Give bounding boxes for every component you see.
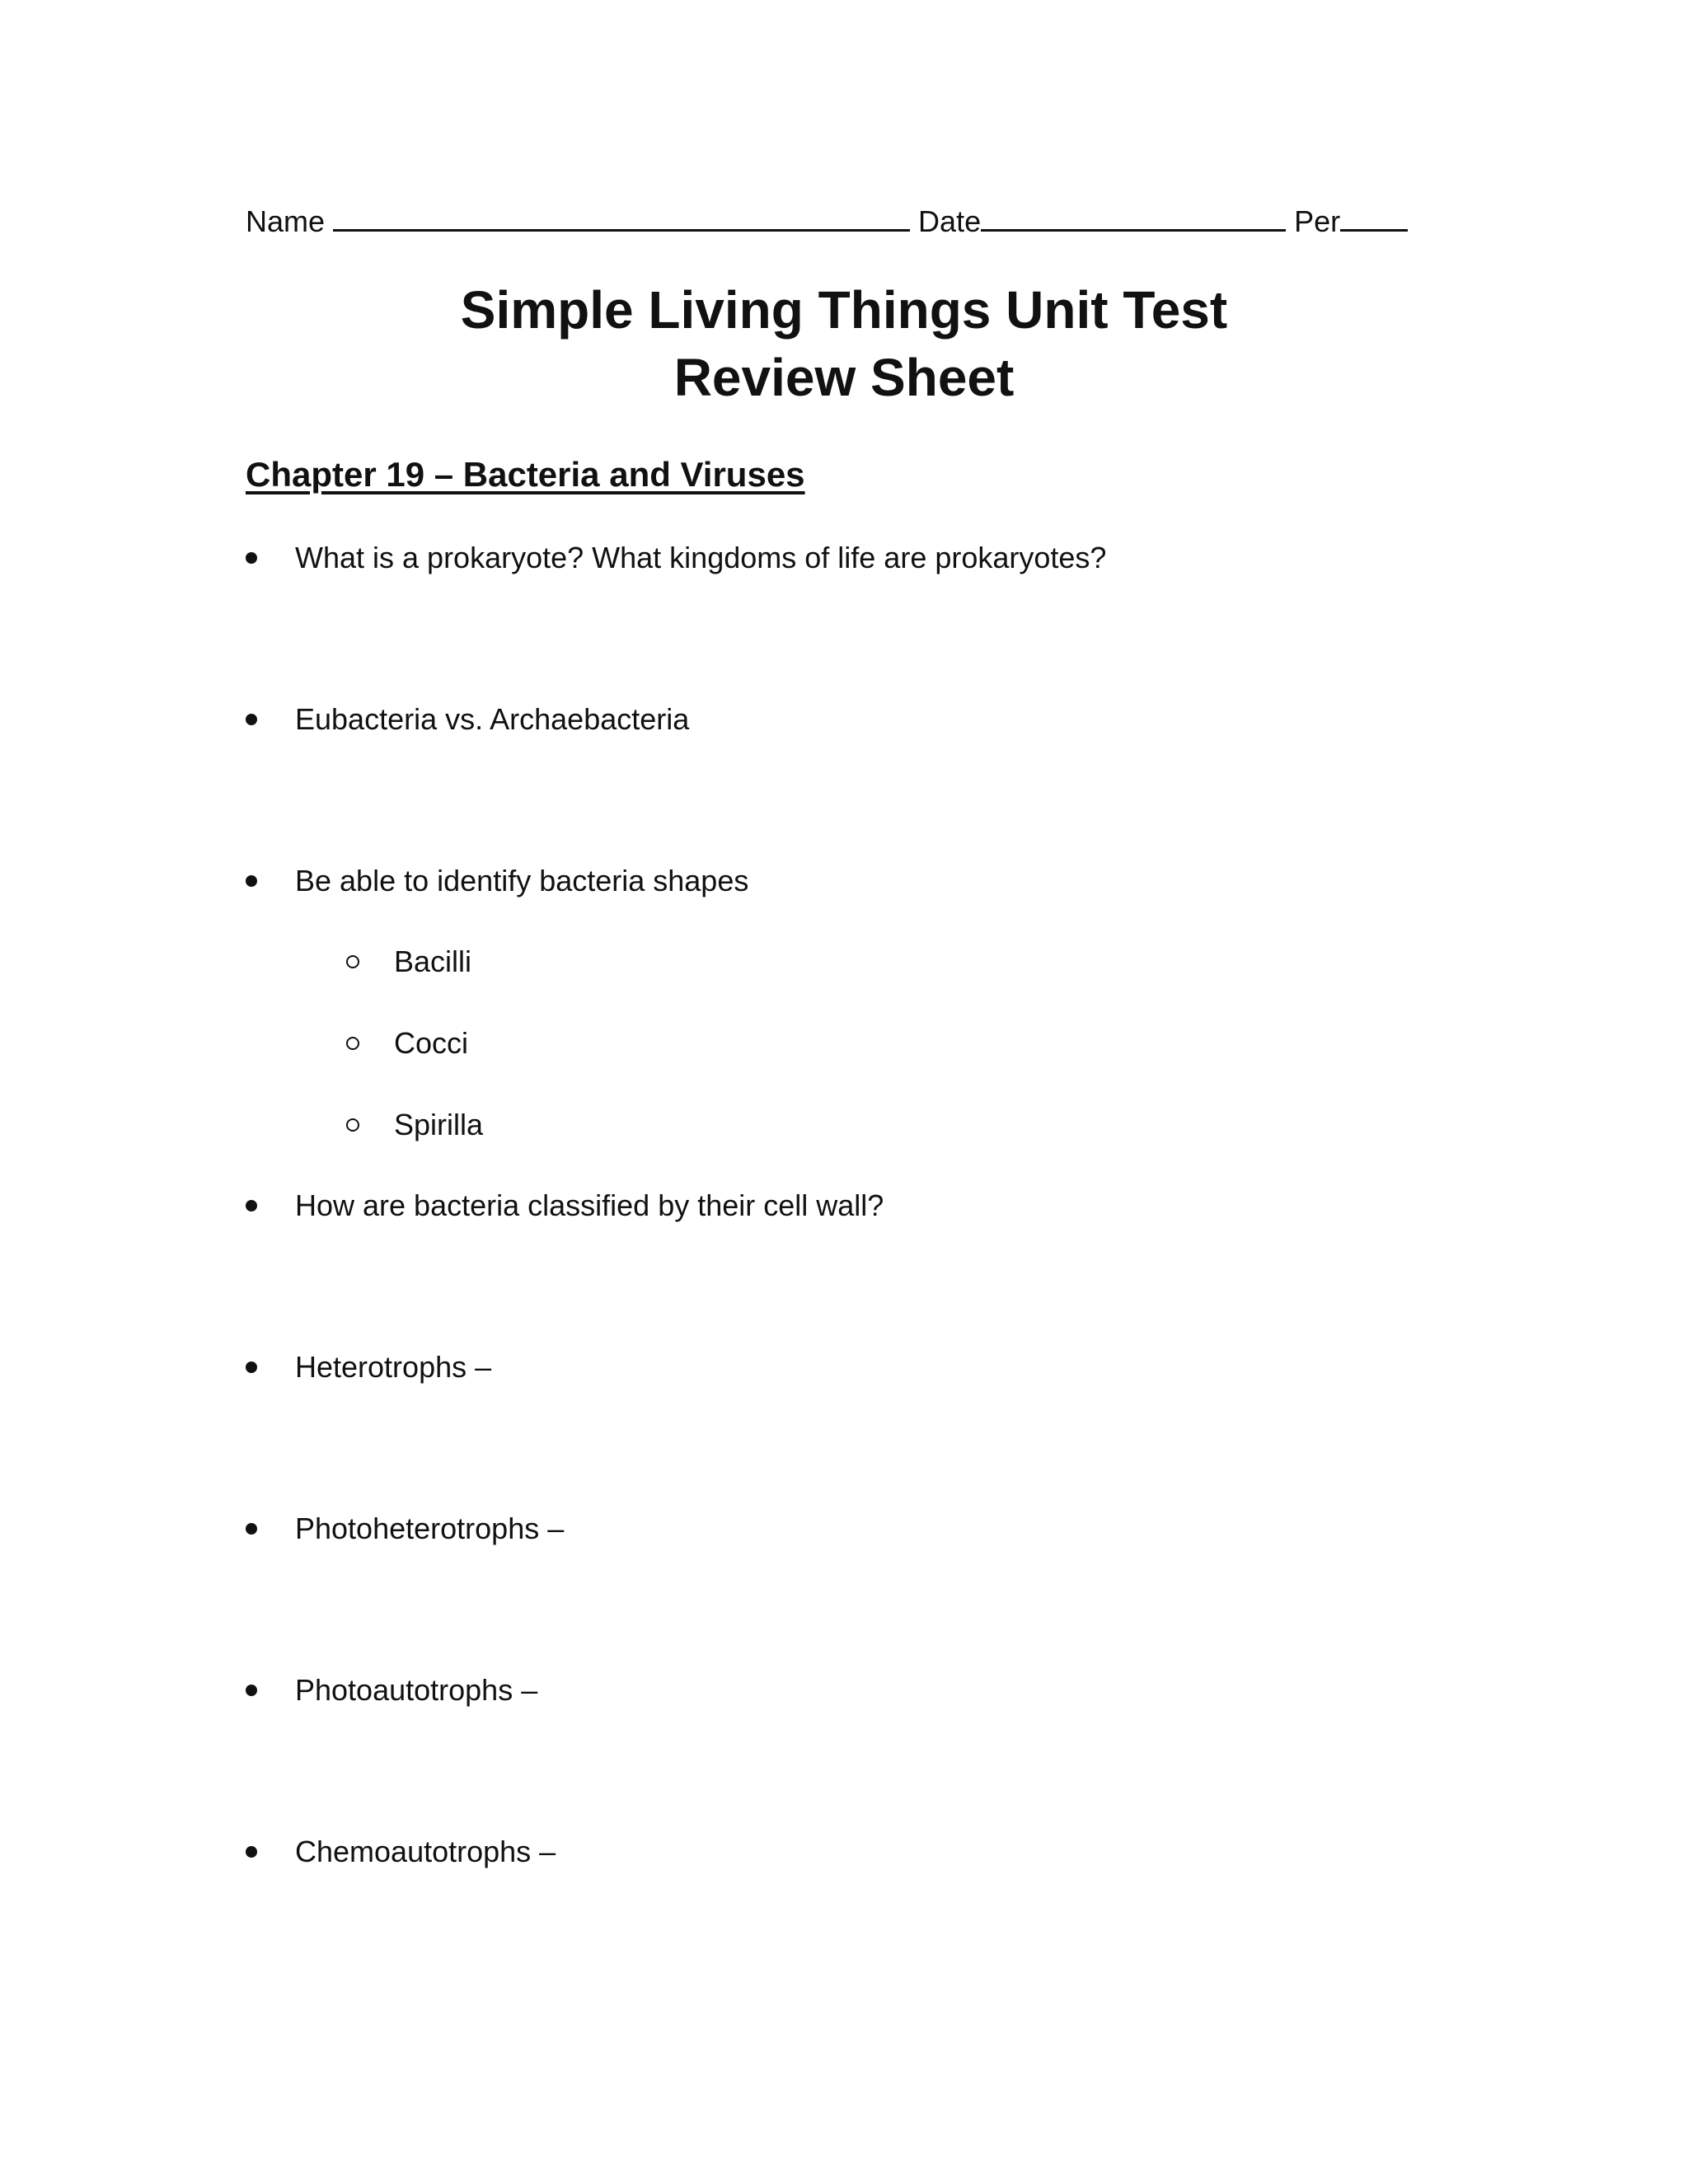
title-line-2: Review Sheet	[673, 348, 1015, 407]
list-item-text: What is a prokaryote? What kingdoms of life are prokaryotes?	[295, 541, 1107, 574]
bullet-icon	[246, 552, 257, 564]
list-item-text: Heterotrophs –	[295, 1350, 492, 1384]
bullet-icon	[246, 875, 257, 887]
title-line-1: Simple Living Things Unit Test	[460, 280, 1228, 340]
student-info-line	[246, 196, 1449, 242]
period-blank	[1340, 196, 1408, 232]
list-item-text: Be able to identify bacteria shapes	[295, 864, 749, 898]
sub-list-item-text: Bacilli	[394, 944, 472, 978]
chapter-heading: Chapter 19 – Bacteria and Viruses	[246, 455, 805, 494]
page-title	[0, 276, 1688, 411]
hollow-bullet-icon	[346, 955, 359, 968]
list-item-text: How are bacteria classified by their cell wall?	[295, 1188, 884, 1222]
date-blank	[981, 196, 1286, 232]
bullet-icon	[246, 714, 257, 725]
hollow-bullet-icon	[346, 1118, 359, 1132]
bullet-icon	[246, 1846, 257, 1858]
sub-list-item-text: Cocci	[394, 1026, 469, 1060]
sub-list-item-text: Spirilla	[394, 1108, 484, 1141]
hollow-bullet-icon	[346, 1037, 359, 1050]
bullet-icon	[246, 1361, 257, 1373]
list-item-text: Eubacteria vs. Archaebacteria	[295, 702, 690, 736]
list-item-text: Photoautotrophs –	[295, 1673, 538, 1707]
list-item-text: Photoheterotrophs –	[295, 1511, 565, 1545]
period-label: Per	[1294, 204, 1341, 238]
list-item-text: Chemoautotrophs –	[295, 1835, 556, 1868]
date-label: Date	[918, 204, 982, 238]
name-label: Name	[246, 204, 326, 238]
name-blank	[333, 196, 910, 232]
bullet-icon	[246, 1200, 257, 1212]
bullet-icon	[246, 1523, 257, 1535]
bullet-icon	[246, 1685, 257, 1696]
